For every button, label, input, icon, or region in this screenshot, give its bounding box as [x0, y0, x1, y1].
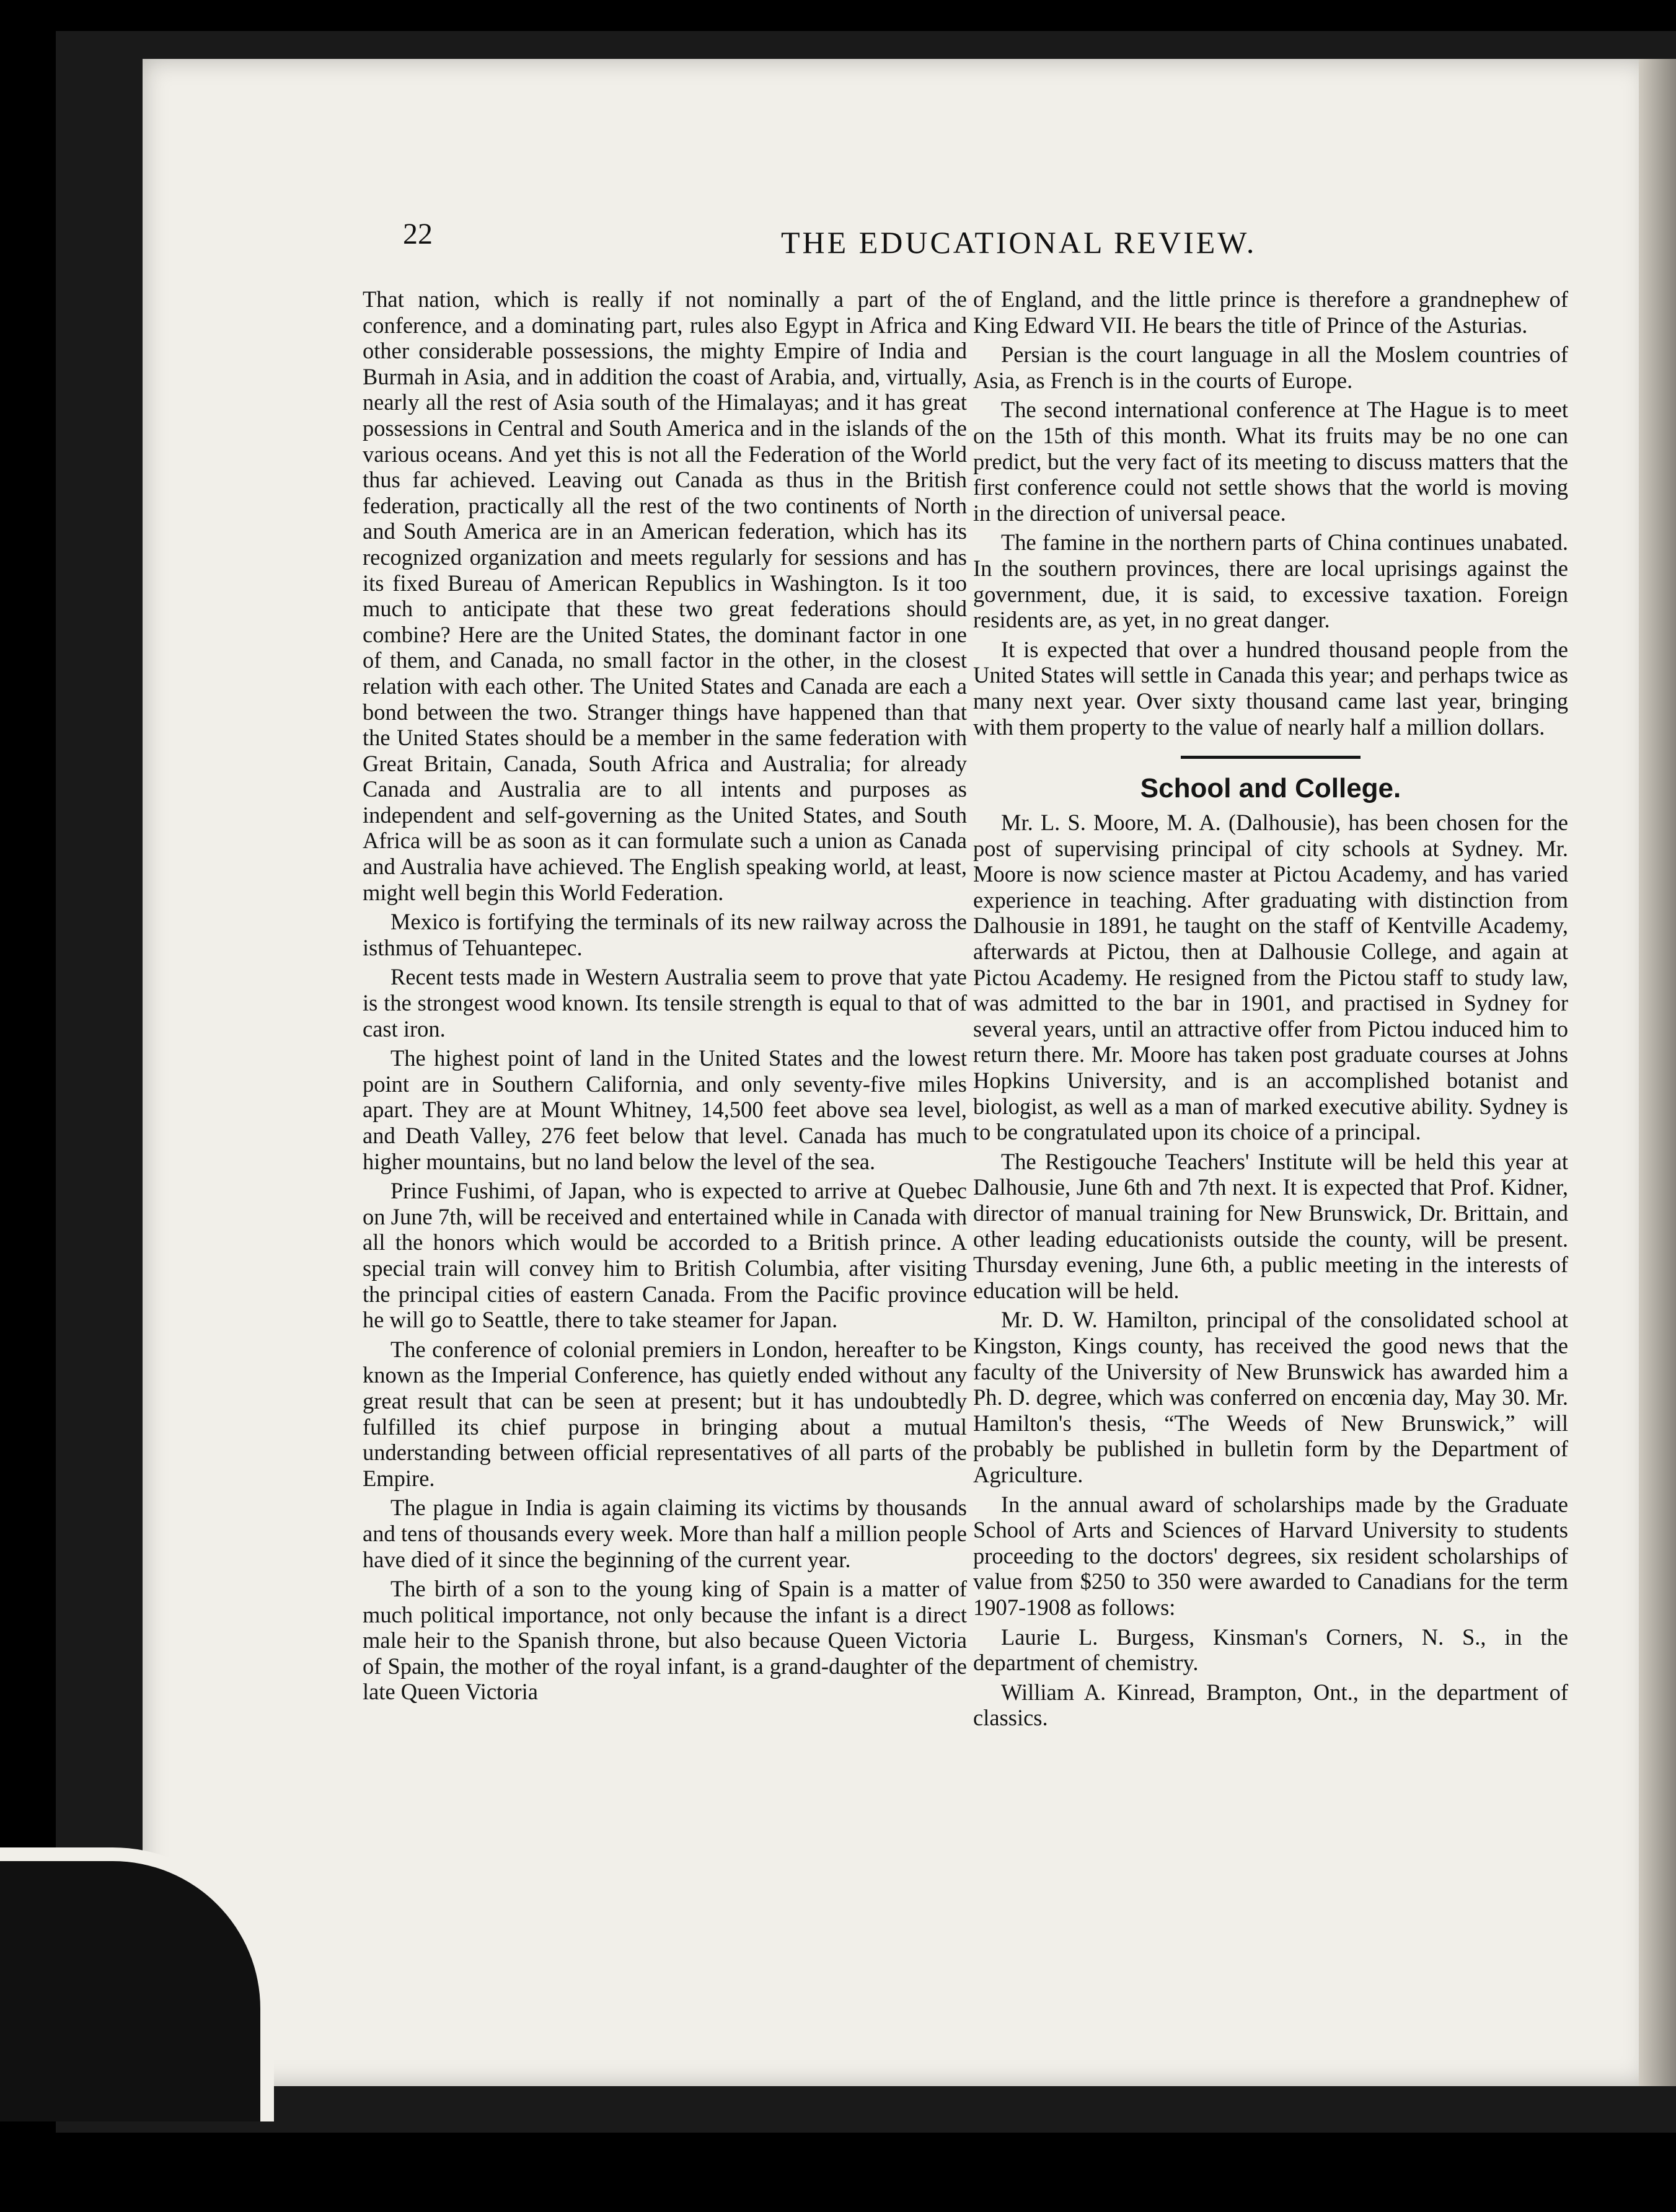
news-item: The famine in the northern parts of China continues unabated. In the southern provinces, there are local uprisings against the government, due, it is said, to excessive taxation. Foreign residents are, as yet, in no great danger. [973, 529, 1568, 633]
news-item: It is expected that over a hundred thousand people from the United States will settle in Canada this year; and perhaps twice as many next year. Over sixty thousand came last year, bringing with them property to the value of nearly half a million dollars. [973, 636, 1568, 740]
news-item: Laurie L. Burgess, Kinsman's Corners, N. S., in the department of chemistry. [973, 1624, 1568, 1676]
running-title: THE EDUCATIONAL REVIEW. [781, 225, 1257, 260]
news-item: The Restigouche Teachers' Institute will be held this year at Dalhousie, June 6th and 7th next. It is expected that Prof. Kidner, director of manual training for New Brunswick, Dr. Brittain, and other leading educationists outside the county, will be present. Thursday evening, June 6th, a public meeting in the interests of education will be held. [973, 1148, 1568, 1303]
news-item: Recent tests made in Western Australia seem to prove that yate is the strongest wood known. Its tensile strength is equal to that of cast iron. [363, 964, 967, 1042]
left-column [363, 286, 967, 1709]
news-item: The second international conference at The Hague is to meet on the 15th of this month. What its fruits may be no one can predict, but the very fact of its meeting to discuss matters that the first conference could not settle shows that the world is moving in the direction of universal peace. [973, 397, 1568, 526]
news-item: The highest point of land in the United States and the lowest point are in Southern California, and only seventy-five miles apart. They are at Mount Whitney, 14,500 feet above sea level, and Death Valley, 276 feet below that level. Canada has much higher mountains, but no land below the level of the sea. [363, 1045, 967, 1174]
news-item: William A. Kinread, Brampton, Ont., in the department of classics. [973, 1679, 1568, 1731]
news-item: Mr. L. S. Moore, M. A. (Dalhousie), has been chosen for the post of supervising principal of city schools at Sydney. Mr. Moore is now science master at Pictou Academy, and has varied experience in teaching. After graduating with distinction from Dalhousie in 1891, he taught on the staff of Kentville Academy, afterwards at Pictou, then at Dalhousie College, and again at Pictou Academy. He resigned from the Pictou staff to study law, was admitted to the bar in 1901, and practised in Sydney for several years, until an attractive offer from Pictou induced him to return there. Mr. Moore has taken post graduate courses at Johns Hopkins University, and is an accomplished botanist and biologist, as well as a man of marked executive ability. Sydney is to be congratulated upon its choice of a principal. [973, 810, 1568, 1145]
page-edge [1639, 59, 1676, 2086]
article-paragraph: That nation, which is really if not nominally a part of the conference, and a dominating part, rules also Egypt in Africa and other considerable possessions, the mighty Empire of India and Burmah in Asia, and in addition the coast of Arabia, and, virtually, nearly all the rest of Asia south of the Himalayas; and it has great possessions in Central and South America and in the islands of the various oceans. And yet this is not all the Federation of the World thus far achieved. Leaving out Canada as thus in the British federation, practically all the rest of the two continents of North and South America are in an American federation, which has its recognized organization and meets regularly for sessions and has its fixed Bureau of American Republics in Washington. Is it too much to anticipate that these two great federations should combine? Here are the United States, the dominant factor in one of them, and Canada, no small factor in the other, in the closest relation with each other. The United States and Canada are each a bond between the two. Stranger things have happened than that the United States should be a member in the same federation with Great Britain, Canada, South Africa and Australia; for already Canada and Australia are to all intents and purposes as independent and self-governing as the United States, and South Africa will be as soon as it can formulate such a union as Canada and Australia have achieved. The English speaking world, at least, might well begin this World Federation. [363, 286, 967, 905]
news-item: Mexico is fortifying the terminals of its new railway across the isthmus of Tehuantepec. [363, 909, 967, 960]
news-item: Prince Fushimi, of Japan, who is expected to arrive at Quebec on June 7th, will be received and entertained while in Canada with all the honors which would be accorded to a British prince. A special train will convey him to British Columbia, after visiting the principal cities of eastern Canada. From the Pacific province he will go to Seattle, there to take steamer for Japan. [363, 1178, 967, 1333]
news-item: In the annual award of scholarships made by the Graduate School of Arts and Sciences of Harvard University to students proceeding to the doctors' degrees, six resident scholarships of value from $250 to 350 were awarded to Canadians for the term 1907-1908 as follows: [973, 1491, 1568, 1620]
right-column [973, 286, 1568, 1735]
page-number: 22 [403, 218, 433, 250]
news-item: of England, and the little prince is therefore a grandnephew of King Edward VII. He bears the title of Prince of the Asturias. [973, 286, 1568, 338]
news-item: The conference of colonial premiers in London, hereafter to be known as the Imperial Conference, has quietly ended without any great result that can be seen at present; but it has undoubtedly fulfilled its chief purpose in bringing about a mutual understanding between official representatives of all parts of the Empire. [363, 1336, 967, 1491]
news-item: Persian is the court language in all the Moslem countries of Asia, as French is in the courts of Europe. [973, 342, 1568, 393]
news-item: The plague in India is again claiming its victims by thousands and tens of thousands every week. More than half a million people have died of it since the beginning of the current year. [363, 1495, 967, 1572]
news-item: The birth of a son to the young king of Spain is a matter of much political importance, not only because the infant is a direct male heir to the Spanish throne, but also because Queen Victoria of Spain, the mother of the royal infant, is a grand-daughter of the late Queen Victoria [363, 1576, 967, 1705]
news-item: Mr. D. W. Hamilton, principal of the consolidated school at Kingston, Kings county, has received the good news that the faculty of the University of New Brunswick has awarded him a Ph. D. degree, which was conferred on encœnia day, May 30. Mr. Hamilton's thesis, “The Weeds of New Brunswick,” will probably be published in bulletin form by the Department of Agriculture. [973, 1307, 1568, 1487]
section-heading: School and College. [1140, 773, 1401, 804]
section-divider [1181, 756, 1361, 759]
